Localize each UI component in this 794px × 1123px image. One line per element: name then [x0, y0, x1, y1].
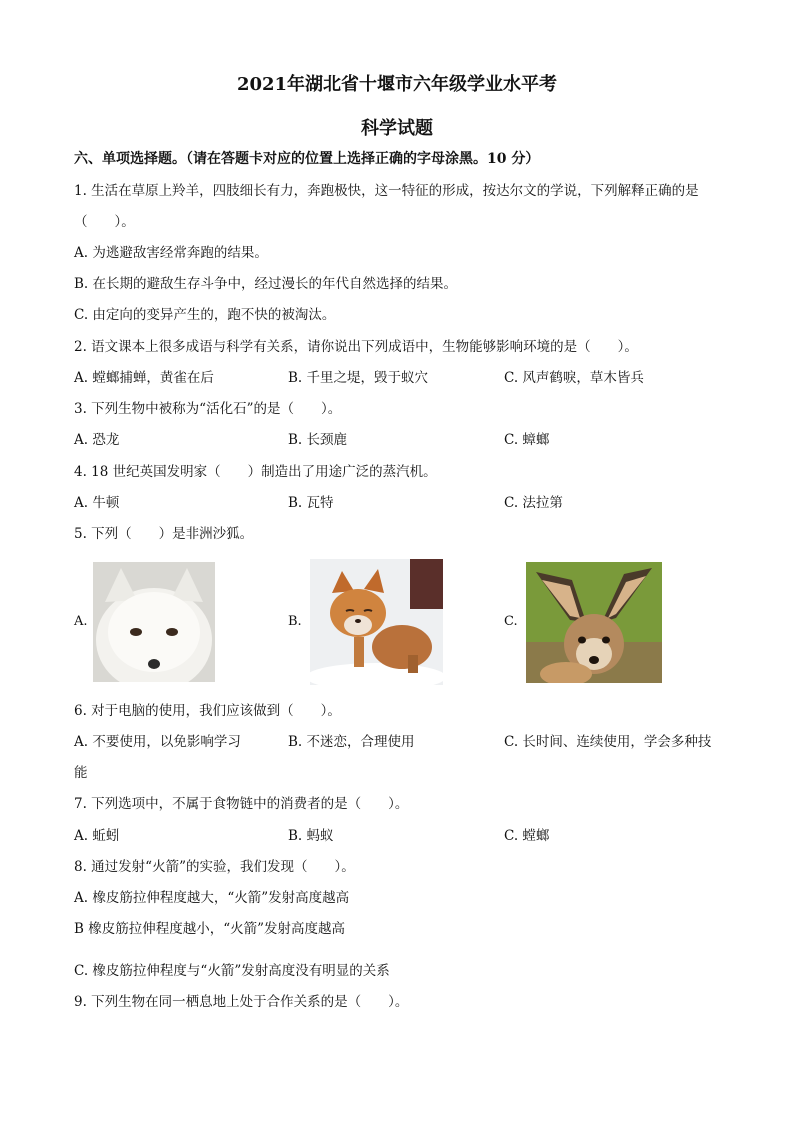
question-2-option-a: A. 螳螂捕蝉，黄雀在后: [74, 370, 214, 386]
question-8-option-b: B 橡皮筋拉伸程度越小，“火箭”发射高度越高: [74, 921, 346, 937]
question-4-option-c: C. 法拉第: [504, 495, 563, 511]
exam-subtitle: 科学试题: [361, 118, 433, 139]
bat-eared-fox-icon: [526, 562, 662, 683]
question-7-option-a: A. 蚯蚓: [74, 828, 120, 844]
question-1-option-b: B. 在长期的避敌生存斗争中，经过漫长的年代自然选择的结果。: [74, 276, 458, 292]
question-5-stem: 5. 下列（ ）是非洲沙狐。: [74, 526, 254, 542]
question-2-stem: 2. 语文课本上很多成语与科学有关系，请你说出下列成语中，生物能够影响环境的是（ ）。: [74, 339, 638, 355]
question-6-option-c-cont: 能: [74, 765, 88, 781]
question-6-stem: 6. 对于电脑的使用，我们应该做到（ ）。: [74, 703, 341, 719]
question-3-stem: 3. 下列生物中被称为“活化石”的是（ ）。: [74, 401, 342, 417]
question-3-option-c: C. 蟑螂: [504, 432, 550, 448]
question-6-option-c: C. 长时间、连续使用，学会多种技: [504, 734, 712, 750]
question-7-option-c: C. 螳螂: [504, 828, 550, 844]
question-1-stem: 1. 生活在草原上羚羊，四肢细长有力，奔跑极快，这一特征的形成，按达尔文的学说，下列解释正确的是: [74, 183, 699, 199]
question-8-option-a: A. 橡皮筋拉伸程度越大，“火箭”发射高度越高: [74, 890, 350, 906]
question-6-option-a: A. 不要使用，以免影响学习: [74, 734, 241, 750]
question-3-option-a: A. 恐龙: [74, 432, 120, 448]
question-5-option-a-label: A.: [74, 614, 88, 629]
question-3-option-b: B. 长颈鹿: [288, 432, 348, 448]
question-4-option-a: A. 牛顿: [74, 495, 120, 511]
question-4-stem: 4. 18 世纪英国发明家（ ）制造出了用途广泛的蒸汽机。: [74, 464, 437, 480]
question-6-option-b: B. 不迷恋，合理使用: [288, 734, 415, 750]
question-5-option-c-label: C.: [504, 614, 518, 629]
question-2-option-c: C. 风声鹤唳，草木皆兵: [504, 370, 644, 386]
section-heading: 六、单项选择题。（请在答题卡对应的位置上选择正确的字母涂黑。10 分）: [74, 151, 540, 167]
question-7-option-b: B. 蚂蚁: [288, 828, 334, 844]
red-fox-cub-in-snow-icon: [310, 559, 443, 685]
question-8-stem: 8. 通过发射“火箭”的实验，我们发现（ ）。: [74, 859, 355, 875]
question-5-option-b-label: B.: [288, 614, 302, 629]
exam-title: 2021年湖北省十堰市六年级学业水平考: [236, 74, 558, 95]
question-4-option-b: B. 瓦特: [288, 495, 334, 511]
question-1-option-a: A. 为逃避敌害经常奔跑的结果。: [74, 245, 268, 261]
question-9-stem: 9. 下列生物在同一栖息地上处于合作关系的是（ ）。: [74, 994, 409, 1010]
question-1-stem-cont: （ ）。: [74, 214, 135, 230]
question-2-option-b: B. 千里之堤，毁于蚁穴: [288, 370, 429, 386]
question-7-stem: 7. 下列选项中，不属于食物链中的消费者的是（ ）。: [74, 796, 409, 812]
question-8-option-c: C. 橡皮筋拉伸程度与“火箭”发射高度没有明显的关系: [74, 963, 390, 979]
question-1-option-c: C. 由定向的变异产生的，跑不快的被淘汰。: [74, 307, 336, 323]
arctic-fox-white-icon: [93, 562, 215, 682]
